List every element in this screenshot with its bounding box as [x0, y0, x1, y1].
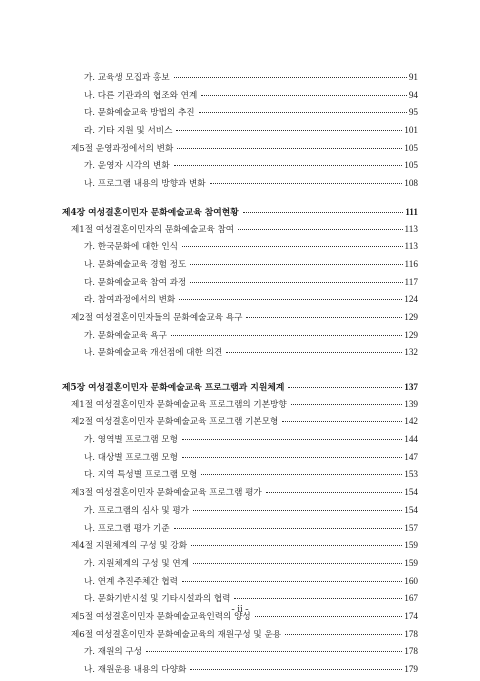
toc-subsection: [62, 329, 418, 347]
toc-subsection: [62, 177, 418, 195]
toc-section: [62, 415, 418, 433]
toc-subsection: [62, 89, 418, 107]
toc-entry-page: 144: [404, 434, 418, 445]
dot-leader: [193, 509, 402, 511]
toc-entry-title: 나. 연계 추진주체간 협력: [84, 576, 178, 587]
toc-entry-page: 137: [404, 382, 418, 392]
toc-subsection: [62, 663, 418, 681]
toc-entry-page: 154: [404, 504, 418, 515]
dot-leader: [190, 263, 402, 265]
toc-entry-title: 제5장 여성결혼이민자 문화예술교육 프로그램과 지원체계: [62, 383, 285, 393]
dot-leader: [182, 456, 402, 458]
section-gap: [62, 195, 418, 205]
dot-leader: [190, 668, 402, 670]
toc-subsection: [62, 645, 418, 663]
toc-entry-title: 제1절 여성결혼이민자의 문화예술교육 참여: [71, 224, 235, 235]
dot-leader: [174, 164, 403, 166]
dot-leader: [182, 580, 402, 582]
dot-leader: [266, 491, 402, 493]
toc-subsection: [62, 159, 418, 177]
toc-subsection: [62, 433, 418, 451]
toc-subsection: [62, 557, 418, 575]
section-gap: [62, 364, 418, 380]
toc-entry-page: 95: [408, 107, 418, 118]
toc-entry-title: 나. 프로그램 평가 기준: [84, 523, 170, 534]
toc-entry-title: 제6절 여성결혼이민자 문화예술교육의 재원구성 및 운용: [71, 629, 282, 640]
toc-subsection: [62, 276, 418, 294]
toc-entry-page: 105: [404, 160, 418, 171]
toc-entry-page: 178: [404, 646, 418, 657]
toc-entry-page: 159: [404, 540, 418, 551]
dot-leader: [234, 597, 402, 599]
toc-entry-page: 147: [404, 451, 418, 462]
dot-leader: [191, 544, 402, 546]
toc-entry-page: 179: [404, 664, 418, 674]
toc-entry-title: 가. 운영자 시각의 변화: [84, 161, 170, 172]
toc-entry-page: 159: [404, 557, 418, 568]
dot-leader: [201, 473, 402, 475]
dot-leader: [246, 316, 402, 318]
toc-entry-title: 제2절 여성결혼이민자들의 문화예술교육 욕구: [71, 312, 243, 323]
toc-entry-page: 113: [404, 241, 418, 252]
toc-entry-page: 108: [404, 178, 418, 189]
toc-entry-title: 제2절 여성결혼이민자 문화예술교육 프로그램 기본모형: [71, 417, 279, 428]
dot-leader: [179, 298, 402, 300]
toc-entry-title: 가. 영역별 프로그램 모형: [84, 435, 178, 446]
toc-subsection: [62, 71, 418, 89]
toc-section: [62, 486, 418, 504]
toc-section: [62, 398, 418, 416]
toc-entry-title: 가. 문화예술교육 욕구: [84, 330, 167, 341]
toc-entry-page: 105: [404, 142, 418, 153]
toc-entry-page: 91: [408, 72, 418, 82]
toc-entry-page: 174: [404, 610, 418, 621]
toc-entry-title: 가. 프로그램의 심사 및 평가: [84, 505, 189, 516]
toc-entry-page: 167: [404, 593, 418, 604]
toc-entry-page: 154: [404, 487, 418, 498]
toc-entry-title: 제1절 여성결혼이민자 문화예술교육 프로그램의 기본방향: [71, 399, 287, 410]
toc-entry-page: 142: [404, 416, 418, 427]
toc-subsection: [62, 293, 418, 311]
toc-subsection: [62, 504, 418, 522]
dot-leader: [171, 334, 402, 336]
toc-entry-page: 157: [404, 522, 418, 533]
toc-entry-title: 나. 재원운용 내용의 다양화: [84, 665, 187, 675]
toc-entry-title: 가. 한국문화에 대한 인식: [84, 242, 178, 253]
dot-leader: [177, 147, 402, 149]
toc-subsection: [62, 575, 418, 593]
toc-chapter: [62, 380, 418, 398]
toc-subsection: [62, 346, 418, 364]
toc-section: [62, 142, 418, 160]
toc-entry-title: 나. 문화예술교육 개선점에 대한 의견: [84, 348, 223, 359]
toc-chapter: [62, 205, 418, 223]
toc-entry-title: 나. 다른 기관과의 협조와 연계: [84, 90, 198, 101]
toc-entry-page: 129: [404, 329, 418, 340]
toc-entry-page: 160: [404, 575, 418, 586]
toc-subsection: [62, 522, 418, 540]
dot-leader: [190, 281, 402, 283]
toc-entry-title: 다. 문화예술교육 참여 과정: [84, 277, 187, 288]
toc-entry-page: 124: [404, 294, 418, 305]
toc-subsection: [62, 106, 418, 124]
toc-entry-page: 132: [404, 347, 418, 358]
dot-leader: [238, 228, 402, 230]
toc-entry-title: 제3절 여성결혼이민자 문화예술교육 프로그램 평가: [71, 488, 262, 499]
toc-entry-title: 라. 참여과정에서의 변화: [84, 295, 176, 306]
toc-entry-page: 178: [404, 628, 418, 639]
dot-leader: [193, 562, 402, 564]
toc-subsection: [62, 451, 418, 469]
toc-section: [62, 223, 418, 241]
dot-leader: [182, 245, 403, 247]
toc-entry-page: 111: [405, 206, 418, 217]
toc-section: [62, 628, 418, 646]
page-number: - ii -: [231, 604, 249, 615]
toc-entry-title: 다. 지역 특성별 프로그램 모형: [84, 470, 198, 481]
dot-leader: [243, 211, 403, 213]
dot-leader: [174, 527, 403, 529]
toc-subsection: [62, 124, 418, 142]
toc-entry-title: 다. 문화예술교육 방법의 추진: [84, 108, 195, 119]
toc-entry-title: 다. 문화기반시설 및 기타시설과의 협력: [84, 594, 231, 605]
table-of-contents: [62, 71, 418, 681]
dot-leader: [174, 76, 407, 78]
toc-entry-page: 101: [404, 125, 418, 136]
toc-entry-page: 153: [404, 469, 418, 480]
toc-entry-title: 라. 기타 지원 및 서비스: [84, 126, 173, 137]
dot-leader: [282, 420, 402, 422]
toc-entry-page: 139: [404, 398, 418, 409]
toc-section: [62, 311, 418, 329]
toc-entry-title: 가. 재원의 구성: [84, 647, 143, 658]
toc-entry-page: 117: [404, 276, 418, 287]
toc-entry-page: 113: [404, 223, 418, 234]
dot-leader: [288, 386, 402, 388]
toc-entry-title: 나. 대상별 프로그램 모형: [84, 452, 178, 463]
toc-subsection: [62, 240, 418, 258]
dot-leader: [226, 351, 402, 353]
toc-entry-title: 가. 지원체계의 구성 및 연계: [84, 558, 189, 569]
dot-leader: [201, 94, 407, 96]
dot-leader: [146, 650, 402, 652]
toc-entry-title: 제4절 지원체계의 구성 및 강화: [71, 541, 188, 552]
toc-entry-page: 129: [404, 311, 418, 322]
toc-entry-title: 제5절 운영과정에서의 변화: [71, 143, 174, 154]
toc-entry-title: 제5절 여성결혼이민자 문화예술교육인력의 양성: [71, 611, 251, 622]
toc-entry-title: 제4장 여성결혼이민자 문화예술교육 참여현황: [62, 207, 239, 218]
toc-subsection: [62, 468, 418, 486]
dot-leader: [176, 129, 402, 131]
toc-entry-title: 나. 문화예술교육 경험 정도: [84, 259, 187, 270]
dot-leader: [285, 633, 402, 635]
toc-section: [62, 539, 418, 557]
dot-leader: [199, 111, 407, 113]
dot-leader: [291, 403, 403, 405]
dot-leader: [182, 438, 402, 440]
dot-leader: [255, 615, 403, 617]
toc-subsection: [62, 258, 418, 276]
toc-entry-page: 116: [404, 258, 418, 269]
toc-entry-page: 94: [408, 89, 418, 100]
dot-leader: [210, 182, 403, 184]
toc-entry-title: 나. 프로그램 내용의 방향과 변화: [84, 179, 206, 190]
toc-entry-title: 가. 교육생 모집과 홍보: [84, 73, 170, 83]
